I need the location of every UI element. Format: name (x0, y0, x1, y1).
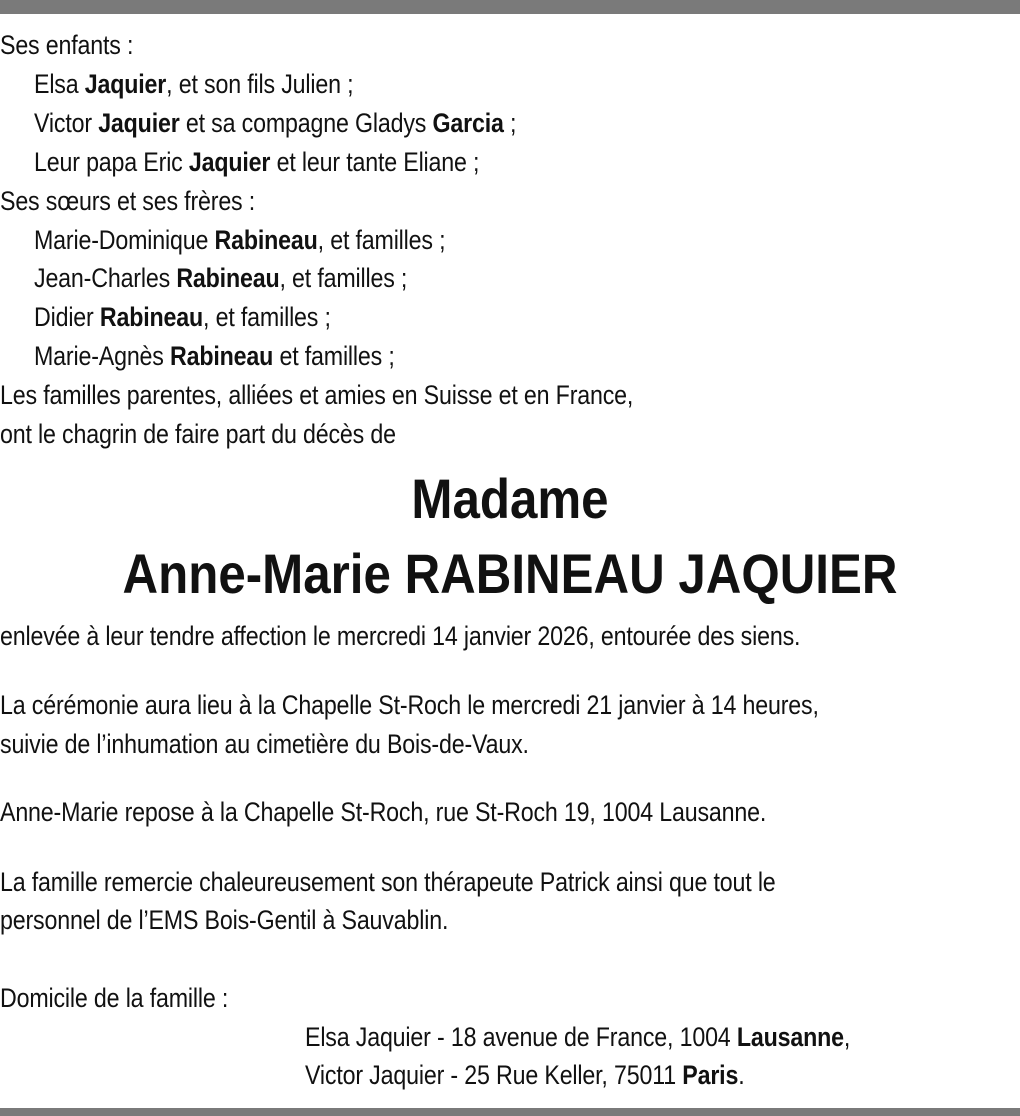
bottom-rule (0, 1108, 1020, 1116)
domicile-heading: Domicile de la famille : (0, 983, 229, 1013)
thanks-line-1: La famille remercie chaleureusement son thérapeute Patrick ainsi que tout le (0, 867, 776, 897)
sibling-line-jean-charles: Jean-Charles Rabineau, et familles ; (34, 263, 408, 293)
children-heading: Ses enfants : (0, 30, 134, 60)
announce-line: ont le chagrin de faire part du décès de (0, 419, 396, 449)
sibling-line-didier: Didier Rabineau, et familles ; (34, 302, 331, 332)
ceremony-line-2: suivie de l’inhumation au cimetière du Bois-de-Vaux. (0, 729, 529, 759)
sibling-line-marie-agnes: Marie-Agnès Rabineau et familles ; (34, 341, 395, 371)
father-line: Leur papa Eric Jaquier et leur tante Eliane ; (34, 147, 480, 177)
sibling-line-marie-dominique: Marie-Dominique Rabineau, et familles ; (34, 225, 446, 255)
deceased-name: Anne-Marie RABINEAU JAQUIER (122, 542, 898, 605)
thanks-line-2: personnel de l’EMS Bois-Gentil à Sauvablin. (0, 905, 449, 935)
deceased-title: Madame (411, 467, 609, 530)
child-line-elsa: Elsa Jaquier, et son fils Julien ; (34, 69, 354, 99)
address-victor: Victor Jaquier - 25 Rue Keller, 75011 Paris. (305, 1060, 745, 1090)
passed-line: enlevée à leur tendre affection le mercredi 14 janvier 2026, entourée des siens. (0, 621, 801, 651)
top-rule (0, 0, 1020, 14)
families-line: Les familles parentes, alliées et amies en Suisse et en France, (0, 380, 634, 410)
rests-line: Anne-Marie repose à la Chapelle St-Roch, rue St-Roch 19, 1004 Lausanne. (0, 797, 767, 827)
child-line-victor: Victor Jaquier et sa compagne Gladys Garcia ; (34, 108, 517, 138)
siblings-heading: Ses sœurs et ses frères : (0, 186, 256, 216)
address-elsa: Elsa Jaquier - 18 avenue de France, 1004 Lausanne, (305, 1022, 851, 1052)
ceremony-line-1: La cérémonie aura lieu à la Chapelle St-Roch le mercredi 21 janvier à 14 heures, (0, 690, 819, 720)
